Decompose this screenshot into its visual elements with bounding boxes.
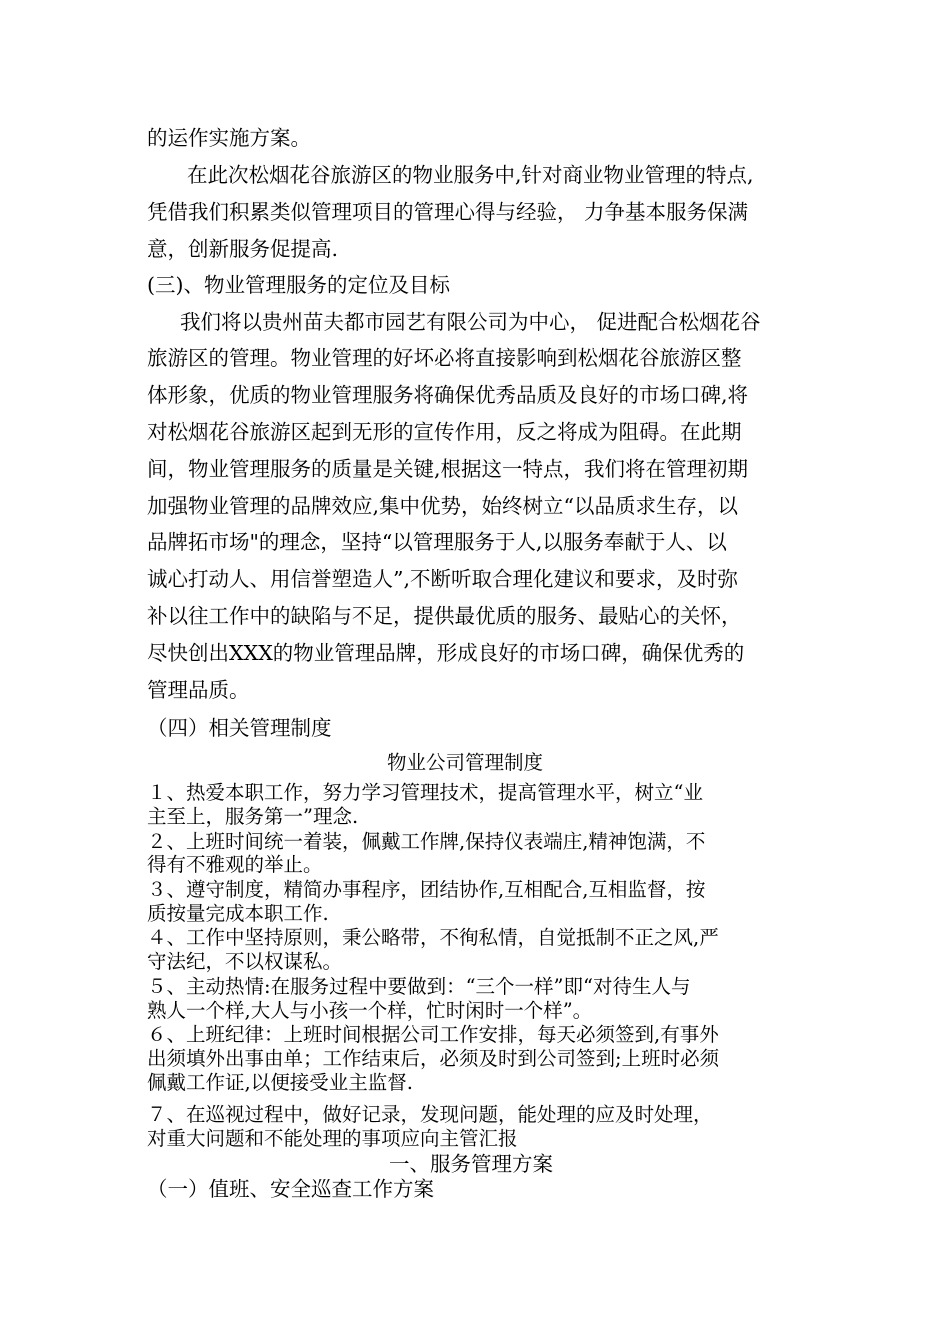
- paragraph-line: 尽快创出XXX的物业管理品牌，形成良好的市场口碑，确保优秀的: [147, 641, 745, 665]
- rule-line: ６、上班纪律：上班时间根据公司工作安排，每天必须签到,有事外: [147, 1023, 719, 1046]
- intro-line: 的运作实施方案。: [147, 126, 311, 150]
- rule-line: ３、遵守制度，精简办事程序，团结协作,互相配合,互相监督，按: [147, 878, 706, 901]
- rule-line: ５、主动热情:在服务过程中要做到：“三个一样”即“对待生人与: [147, 975, 691, 998]
- paragraph-line: 加强物业管理的品牌效应,集中优势，始终树立“以品质求生存，以: [147, 494, 738, 518]
- intro-line: 凭借我们积累类似管理项目的管理心得与经验， 力争基本服务保满: [147, 200, 749, 224]
- rule-line: １、热爱本职工作，努力学习管理技术，提高管理水平，树立“业: [147, 781, 703, 804]
- rule-line: 佩戴工作证,以便接受业主监督.: [147, 1071, 413, 1094]
- paragraph-line: 品牌拓市场"的理念，坚持“以管理服务于人,以服务奉献于人、以: [147, 530, 727, 554]
- paragraph-line: 体形象，优质的物业管理服务将确保优秀品质及良好的市场口碑,将: [147, 383, 749, 407]
- paragraph-line: 补以往工作中的缺陷与不足，提供最优质的服务、最贴心的关怀，: [147, 604, 742, 628]
- rule-line: 质按量完成本职工作.: [147, 902, 329, 925]
- intro-line: 意，创新服务促提高.: [147, 237, 339, 261]
- section-subheading: （一）值班、安全巡查工作方案: [147, 1177, 434, 1201]
- rule-line: ４、工作中坚持原则，秉公略带，不徇私情，自觉抵制不正之风,严: [147, 926, 719, 949]
- paragraph-line: 诚心打动人、用信誉塑造人”,不断听取合理化建议和要求，及时弥: [147, 567, 738, 591]
- paragraph-line: 间，物业管理服务的质量是关键,根据这一特点，我们将在管理初期: [147, 457, 749, 481]
- section-heading: （四）相关管理制度: [147, 716, 332, 740]
- rule-line: 对重大问题和不能处理的事项应向主管汇报: [147, 1127, 518, 1150]
- section-subtitle: 物业公司管理制度: [387, 751, 544, 774]
- paragraph-line: 管理品质。: [147, 678, 250, 702]
- rule-line: 主至上，服务第一”理念.: [147, 805, 359, 828]
- paragraph-line: 对松烟花谷旅游区起到无形的宣传作用，反之将成为阻碍。在此期: [147, 420, 742, 444]
- intro-line: 在此次松烟花谷旅游区的物业服务中,针对商业物业管理的特点,: [187, 163, 754, 187]
- paragraph-line: 旅游区的管理。物业管理的好坏必将直接影响到松烟花谷旅游区整: [147, 346, 742, 370]
- rule-line: 熟人一个样,大人与小孩一个样，忙时闲时一个样”。: [147, 999, 593, 1022]
- rule-line: ２、上班时间统一着装，佩戴工作牌,保持仪表端庄,精神饱满，不: [147, 830, 706, 853]
- rule-line: ７、在巡视过程中，做好记录，发现问题，能处理的应及时处理，: [147, 1103, 713, 1126]
- rule-line: 出须填外出事由单；工作结束后，必须及时到公司签到;上班时必须: [147, 1047, 720, 1070]
- rule-line: 得有不雅观的举止。: [147, 853, 323, 876]
- section-heading: (三)、物业管理服务的定位及目标: [147, 273, 450, 297]
- section-heading: 一、服务管理方案: [389, 1152, 553, 1176]
- rule-line: 守法纪，不以权谋私。: [147, 950, 343, 973]
- paragraph-line: 我们将以贵州苗夫都市园艺有限公司为中心， 促进配合松烟花谷: [180, 310, 761, 334]
